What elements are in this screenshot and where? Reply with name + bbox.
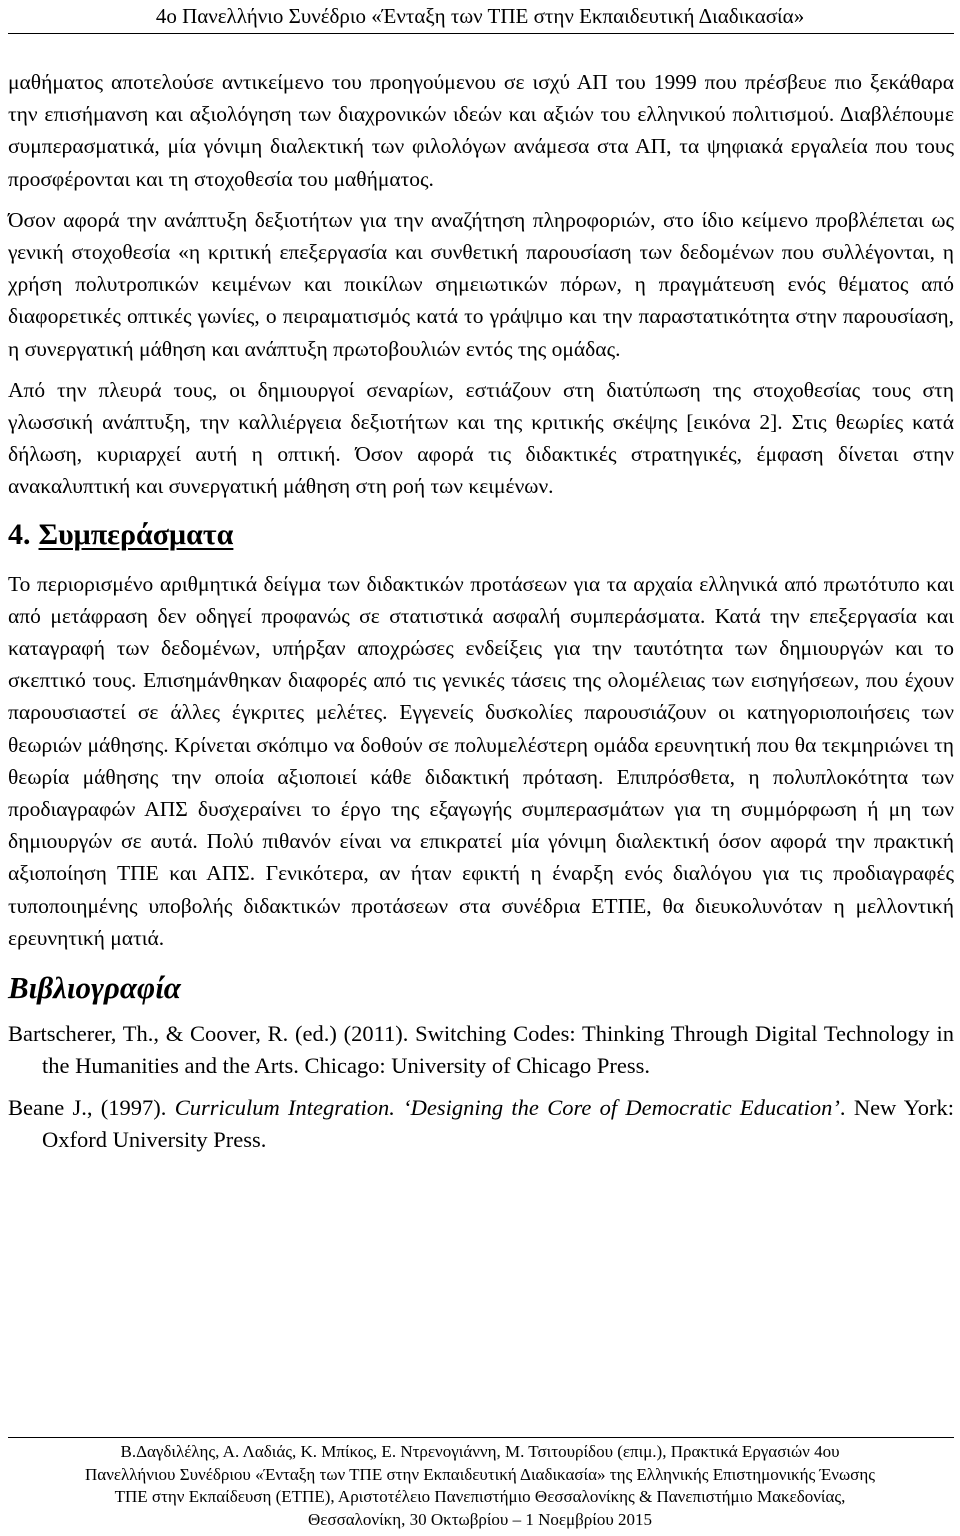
section-number: 4. (8, 517, 31, 551)
footer-divider (8, 1437, 954, 1438)
reference-author-year: Beane J., (1997). (8, 1095, 175, 1121)
page-body (8, 66, 954, 1166)
footer-line: ΤΠΕ στην Εκπαίδευση (ΕΤΠΕ), Αριστοτέλειο Πανεπιστήμιο Θεσσαλονίκης & Πανεπιστήμιο Μακεδονίας, (114, 1487, 846, 1507)
bibliography-entry (8, 1092, 954, 1156)
reference-title: Curriculum Integration. ‘Designing the Core of Democratic Education’ (174, 1095, 840, 1121)
section-title: Συμπεράσματα (38, 517, 234, 551)
body-paragraph: μαθήματος αποτελούσε αντικείμενο του προηγούμενου σε ισχύ ΑΠ του 1999 που πρέσβευε πιο ξεκάθαρα την επισήμανση και αξιολόγηση των διαχρονικών ιδεών και αξιών του ελληνικού πολιτισμού. Διαβλέπουμε συμπερασματικά, μία γόνιμη διαλεκτική των φιλολόγων ανάμεσα στα ΑΠ, τα ψηφιακά εργαλεία που τους προσφέρονται και τη στοχοθεσία του μαθήματος. (8, 70, 954, 191)
bibliography-entry (8, 1018, 954, 1082)
bibliography-heading: Βιβλιογραφία (8, 970, 181, 1006)
running-header: 4ο Πανελλήνιο Συνέδριο «Ένταξη των ΤΠΕ στην Εκπαιδευτική Διαδικασία» (155, 4, 805, 28)
conclusion-paragraph: Το περιορισμένο αριθμητικά δείγμα των διδακτικών προτάσεων για τα αρχαία ελληνικά από πρωτότυπο και από μετάφραση δεν οδηγεί προφανώς σε στατιστικά ασφαλή συμπεράσματα. Κατά την επεξεργασία και καταγραφή των δεδομένων, υπήρξαν αποχρώσες ενδείξεις για την ταυτότητα των δημιουργών και το σκεπτικό τους. Επισημάνθηκαν διαφορές από τις γενικές τάσεις της ολομέλειας των εισηγήσεων, που έχουν παρουσιαστεί σε άλλες έγκριτες μελέτες. Εγγενείς δυσκολίες παρουσιάζουν οι κατηγοριοποιήσεις των θεωριών μάθησης. Κρίνεται σκόπιμο να δοθούν σε πολυμελέστερη ομάδα ερευνητική που θα τεκμηριώνει τη θεωρία μάθησης την οποία αξιοποιεί κάθε διδακτική πρόταση. Επιπρόσθετα, η πολυπλοκότητα των προδιαγραφών ΑΠΣ δυσχεραίνει το έργο της εξαγωγής συμπερασμάτων για τη συμμόρφωση ή μη των δημιουργών σε αυτά. Πολύ πιθανόν είναι να επικρατεί μία γόνιμη διαλεκτική όσον αφορά την πρακτική αξιοποίηση ΤΠΕ και ΑΠΣ. Γενικότερα, αν ήταν εφικτή η έναρξη ενός διαλόγου για τις προδιαγραφές τυποποιημένης υποβολής διδακτικών προτάσεων στα συνέδρια ΕΤΠΕ, θα διευκολυνόταν η μελλοντική ερευνητική ματιά. (8, 571, 954, 950)
footer-line: Θεσσαλονίκη, 30 Οκτωβρίου – 1 Νοεμβρίου 2015 (307, 1510, 652, 1530)
reference-text: Bartscherer, Th., & Coover, R. (ed.) (2011). Switching Codes: Thinking Through Digital Technology in the Humanities and the Arts. Chicago: University of Chicago Press. (8, 1021, 954, 1079)
header-divider (8, 33, 954, 34)
page-footer (0, 1441, 960, 1532)
body-paragraph: Όσον αφορά την ανάπτυξη δεξιοτήτων για την αναζήτηση πληροφοριών, στο ίδιο κείμενο προβλέπεται ως γενική στοχοθεσία «η κριτική επεξεργασία και συνθετική παρουσίαση των δεδομένων που συλλέγονται, η χρήση πολυτροπικών κειμένων και ποικίλων σημειωτικών πόρων, η πραγμάτευση ενός θέματος από διαφορετικές οπτικές γωνίες, ο πειραματισμός κατά το γράψιμο και την παραστατικότητα στην παρουσίαση, η συνεργατική μάθηση και ανάπτυξη πρωτοβουλιών εντός της ομάδας. (8, 207, 954, 361)
section-heading (8, 517, 954, 553)
body-paragraph: Από την πλευρά τους, οι δημιουργοί σεναρίων, εστιάζουν στη διατύπωση της στοχοθεσίας τους στη γλωσσική ανάπτυξη, την καλλιέργεια δεξιοτήτων και της κριτικής σκέψης [εικόνα 2]. Στις θεωρίες κατά δήλωση, κυριαρχεί αυτή η οπτική. Όσον αφορά τις διδακτικές στρατηγικές, έμφαση δίνεται στην ανακαλυπτική και συνεργατική μάθηση στη ροή των κειμένων. (8, 377, 954, 499)
reference-publisher: . New York: Oxford University Press. (42, 1095, 954, 1153)
footer-line: Β.Δαγδιλέλης, Α. Λαδιάς, Κ. Μπίκος, Ε. Ντρενογιάννη, Μ. Τσιτουρίδου (επιμ.), Πρακτικά Εργασιών 4ου (120, 1442, 840, 1461)
footer-line: Πανελλήνιου Συνέδριου «Ένταξη των ΤΠΕ στην Εκπαιδευτική Διαδικασία» της Ελληνικής Επιστημονικής Ένωσης (85, 1464, 875, 1484)
